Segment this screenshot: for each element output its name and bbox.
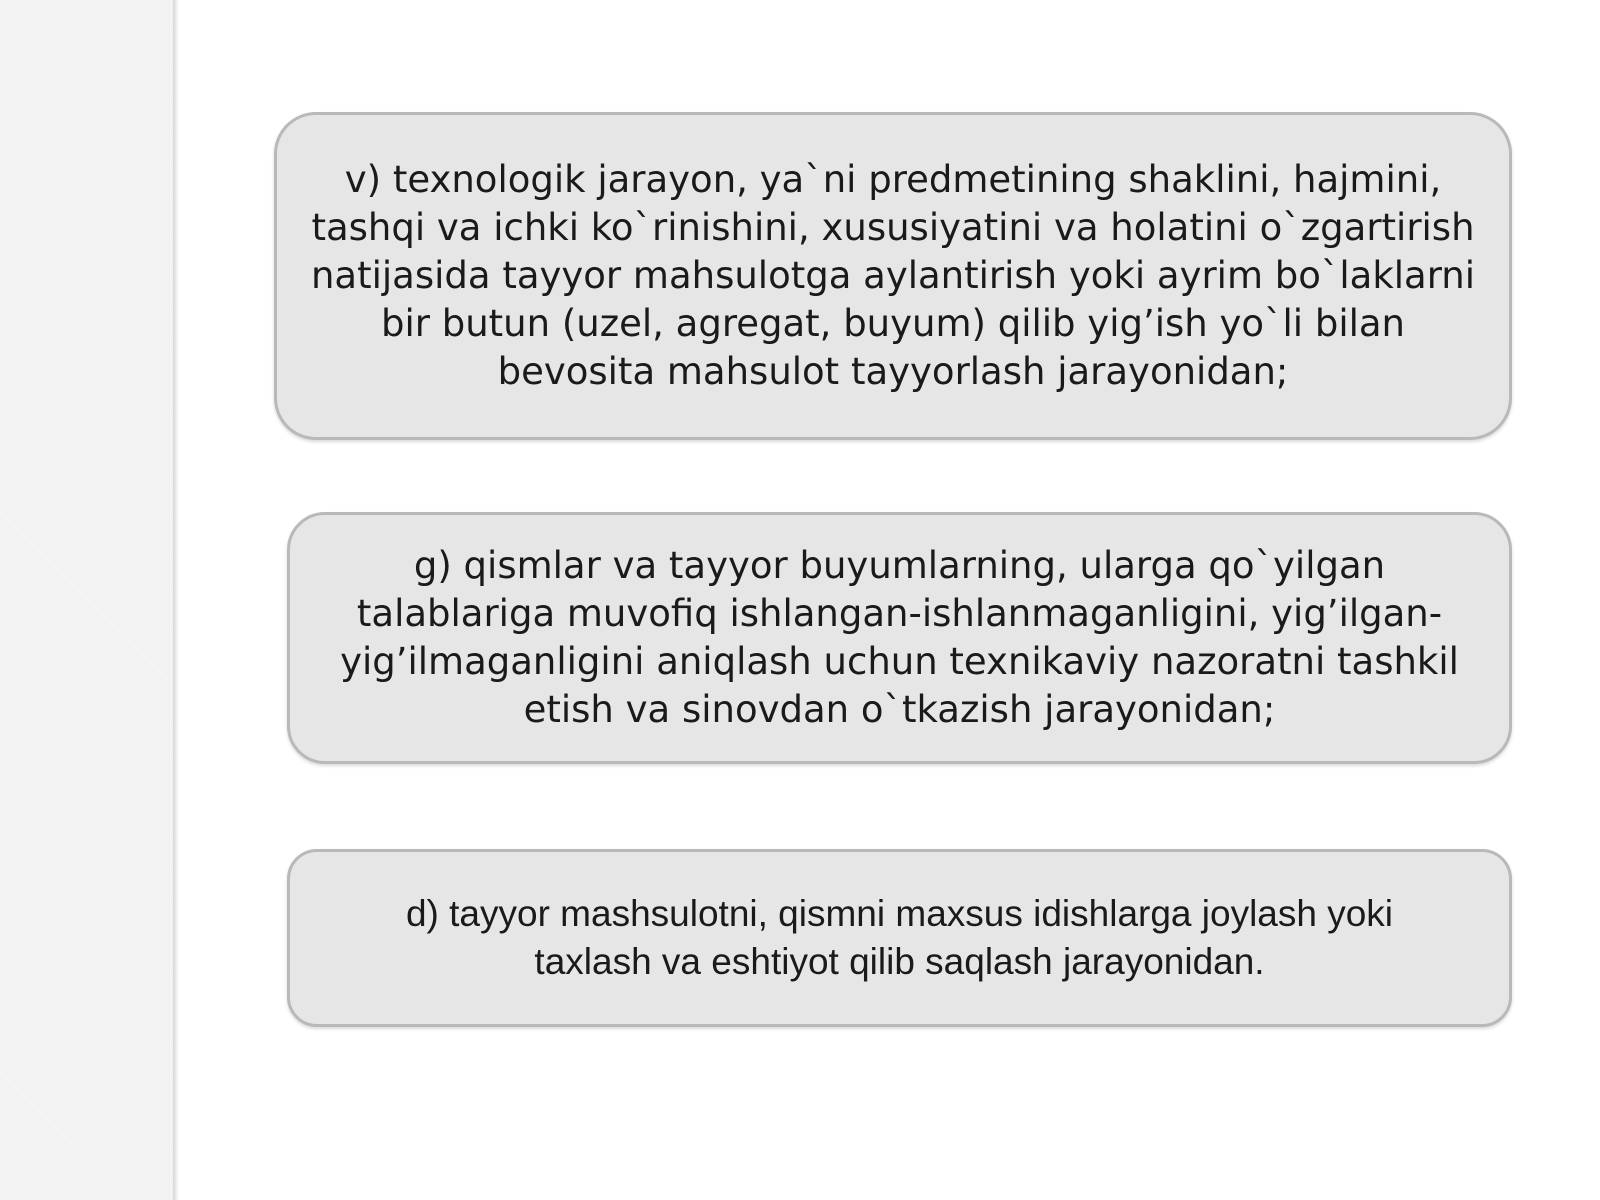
text-box-d-text: d) tayyor mashsulotni, qismni maxsus idishlarga joylash yoki taxlash va eshtiyot qilib saqlash jarayonidan. [405, 893, 1394, 982]
text-box-v-text: v) texnologik jarayon, ya`ni predmetining shaklini, hajmini, tashqi va ichki ko`rinishini, xususiyatini va holatini o`zgartirish natijasida tayyor mahsulotga aylantirish yoki ayrim bo`laklarni bir butun (uzel, agregat, buyum) qilib yig’ish yo`li bilan bevosita mahsulot tayyorlash jarayonidan; [310, 158, 1476, 393]
left-decorative-panel [0, 0, 173, 1200]
left-panel-divider [173, 0, 179, 1200]
text-box-d [287, 849, 1512, 1027]
text-box-g-text: g) qismlar va tayyor buyumlarning, ularga qo`yilgan talablariga muvofiq ishlangan-ishlanmaganligini, yig’ilgan- yig’ilmaganligini aniqlash uchun texnikaviy nazoratni tashkil etish va sinovdan o`tkazish jarayonidan; [340, 544, 1459, 731]
text-box-g [287, 512, 1512, 764]
text-box-v [274, 112, 1512, 440]
